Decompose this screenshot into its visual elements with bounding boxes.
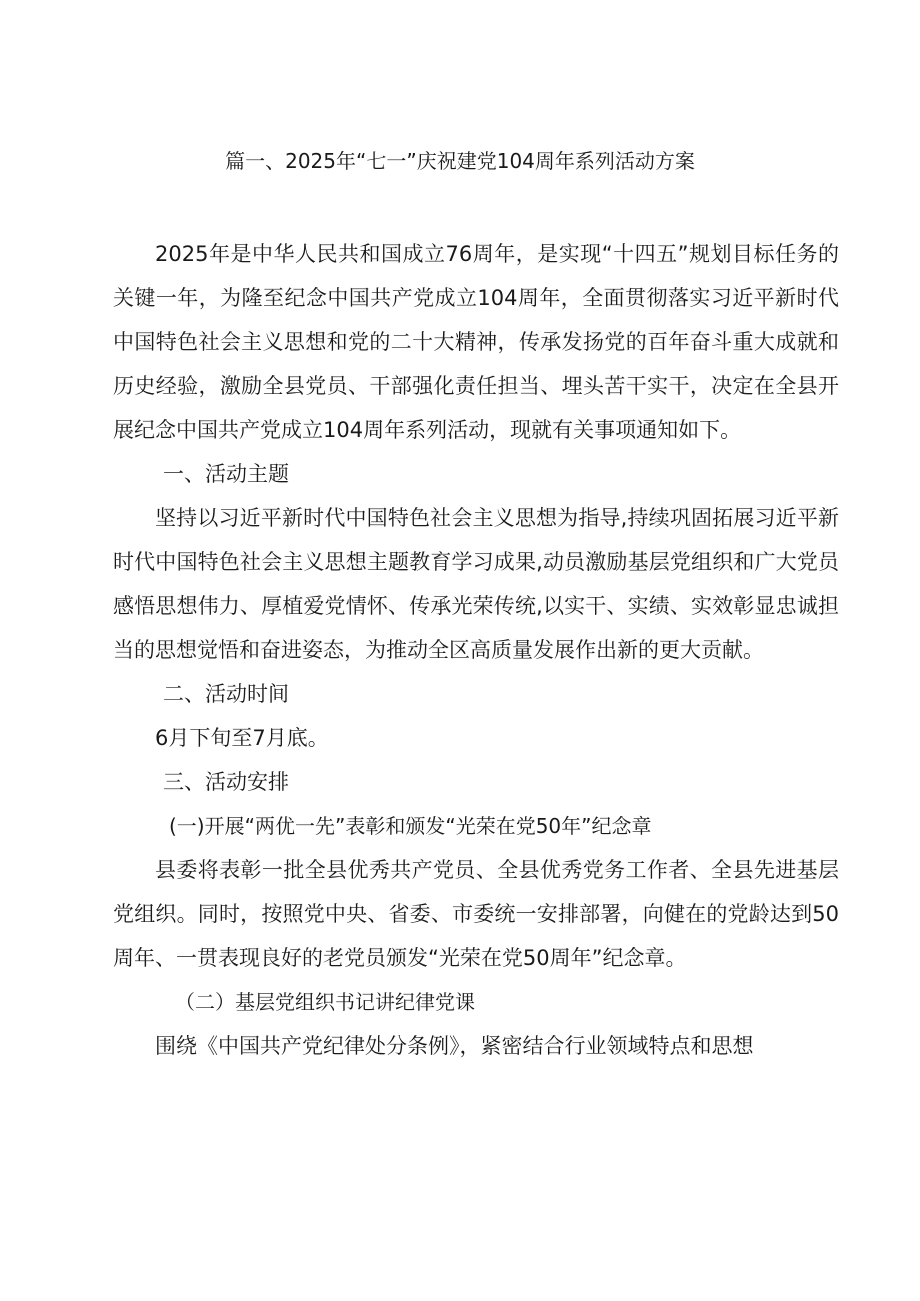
subsection-paragraph-party-lecture: 围绕《中国共产党纪律处分条例》，紧密结合行业领域特点和思想 xyxy=(155,1034,754,1058)
section-paragraph-time: 6月下旬至7月底。 xyxy=(155,726,329,750)
section-heading-arrangement: 三、活动安排 xyxy=(163,770,289,794)
subsection-paragraph-commendation: 县委将表彰一批全县优秀共产党员、全县优秀党务工作者、全县先进基层党组织。同时，按照党中央、省委、市委统一安排部署，向健在的党龄达到50周年、一贯表现良好的老党员颁发“光荣在党50周年”纪念章。 xyxy=(113,858,839,970)
document-title: 篇一、2025年“七一”庆祝建党104周年系列活动方案 xyxy=(225,149,695,173)
document-body xyxy=(113,232,839,1068)
subsection-heading-party-lecture: （二）基层党组织书记讲纪律党课 xyxy=(175,990,475,1014)
section-paragraph-theme: 坚持以习近平新时代中国特色社会主义思想为指导,持续巩固拓展习近平新时代中国特色社会主义思想主题教育学习成果,动员激励基层党组织和广大党员感悟思想伟力、厚植爱党情怀、传承光荣传统,以实干、实绩、实效彰显忠诚担当的思想觉悟和奋进姿态，为推动全区高质量发展作出新的更大贡献。 xyxy=(113,506,839,662)
subsection-heading-commendation: (一)开展“两优一先”表彰和颁发“光荣在党50年”纪念章 xyxy=(169,814,652,838)
section-heading-theme: 一、活动主题 xyxy=(163,462,289,486)
section-heading-time: 二、活动时间 xyxy=(163,682,289,706)
intro-paragraph: 2025年是中华人民共和国成立76周年，是实现“十四五”规划目标任务的关键一年，为隆至纪念中国共产党成立104周年，全面贯彻落实习近平新时代中国特色社会主义思想和党的二十大精神，传承发扬党的百年奋斗重大成就和历史经验，激励全县党员、干部强化责任担当、埋头苦干实干，决定在全县开展纪念中国共产党成立104周年系列活动，现就有关事项通知如下。 xyxy=(113,242,839,442)
